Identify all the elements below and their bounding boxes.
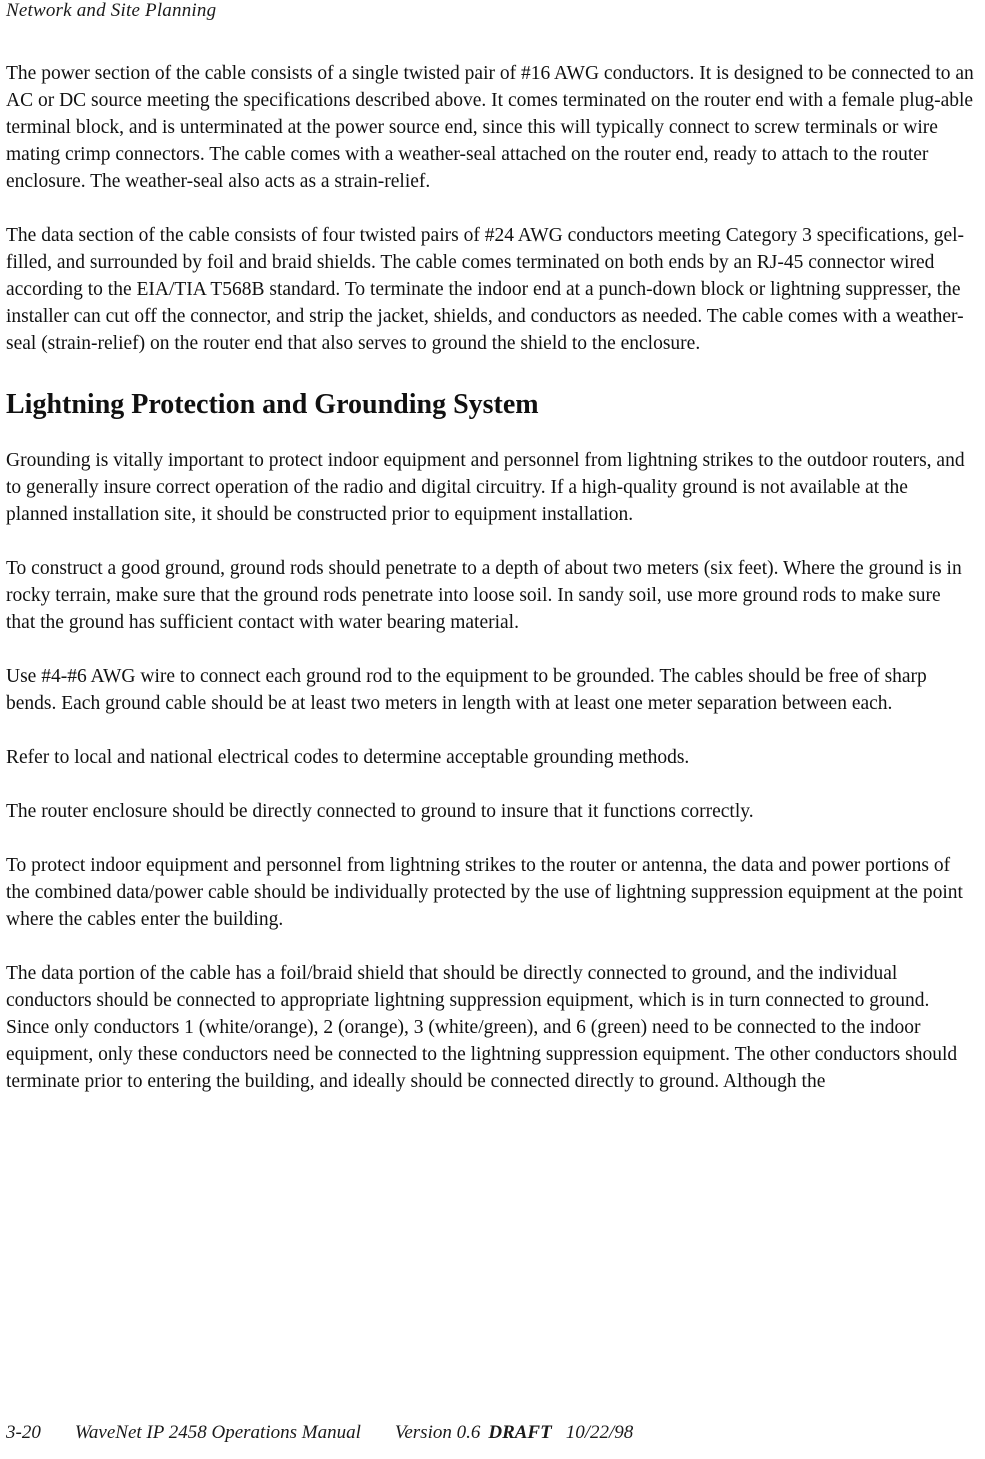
version-label: Version 0.6 — [394, 1422, 481, 1443]
paragraph-router-enclosure: The router enclosure should be directly connected to ground to insure that it functions correctly. — [6, 801, 754, 822]
paragraph-data-section: The data section of the cable consists of four twisted pairs of #24 AWG conductors meeting Category 3 specifications, gel-filled, and surrounded by foil and braid shields. The cable comes terminated on both ends by an RJ-45 connector wired according to the EIA/TIA T568B standard. To terminate the indoor end at a punch-down block or lightning suppresser, the installer can cut off the connector, and strip the jacket, shields, and conductors as needed. The cable comes with a weather-seal (strain-relief) on the router end that also serves to ground the shield to the enclosure. — [6, 225, 965, 354]
paragraph-data-shield: The data portion of the cable has a foil/braid shield that should be directly connected to ground, and the individual conductors should be connected to appropriate lightning suppression equipment, which is in turn connected to ground. Since only conductors 1 (white/orange), 2 (orange), 3 (white/green), and 6 (green) need to be connected to the indoor equipment, only these conductors need be connected to the lightning suppression equipment. The other conductors should terminate prior to entering the building, and ideally should be connected directly to ground. Although the — [6, 963, 958, 1092]
draft-label: DRAFT — [488, 1422, 552, 1443]
paragraph-ground-rods: To construct a good ground, ground rods should penetrate to a depth of about two meters (six feet). Where the ground is in rocky terrain, make sure that the ground rods penetrate into loose soil. In sandy soil, use more ground rods to make sure that the ground has sufficient contact with water bearing material. — [6, 558, 962, 633]
paragraph-electrical-codes: Refer to local and national electrical codes to determine acceptable grounding methods. — [6, 747, 690, 768]
paragraph-grounding-importance: Grounding is vitally important to protect indoor equipment and personnel from lightning strikes to the outdoor routers, and to generally insure correct operation of the radio and digital circuitry. If a high-quality ground is not available at the planned installation site, it should be constructed prior to equipment installation. — [6, 450, 965, 525]
body-text — [6, 60, 974, 1122]
paragraph-power-section: The power section of the cable consists of a single twisted pair of #16 AWG conductors. It is designed to be connected to an AC or DC source meeting the specifications described above. It comes terminated on the router end with a female plug-able terminal block, and is unterminated at the power source end, since this will typically connect to screw terminals or wire mating crimp connectors. The cable comes with a weather-seal attached on the router end, ready to attach to the router enclosure. The weather-seal also acts as a strain-relief. — [6, 63, 974, 192]
section-heading: Lightning Protection and Grounding System — [6, 389, 539, 420]
footer-date: 10/22/98 — [565, 1422, 634, 1443]
paragraph-ground-wire: Use #4-#6 AWG wire to connect each ground rod to the equipment to be grounded. The cables should be free of sharp bends. Each ground cable should be at least two meters in length with at least one meter separation between each. — [6, 666, 927, 714]
page-footer — [6, 1422, 667, 1444]
manual-title: WaveNet IP 2458 Operations Manual — [74, 1422, 361, 1443]
running-head: Network and Site Planning — [6, 0, 217, 21]
page-number: 3-20 — [6, 1422, 41, 1443]
paragraph-lightning-suppression: To protect indoor equipment and personnel from lightning strikes to the router or antenna, the data and power portions of the combined data/power cable should be individually protected by the use of lightning suppression equipment at the point where the cables enter the building. — [6, 855, 963, 930]
